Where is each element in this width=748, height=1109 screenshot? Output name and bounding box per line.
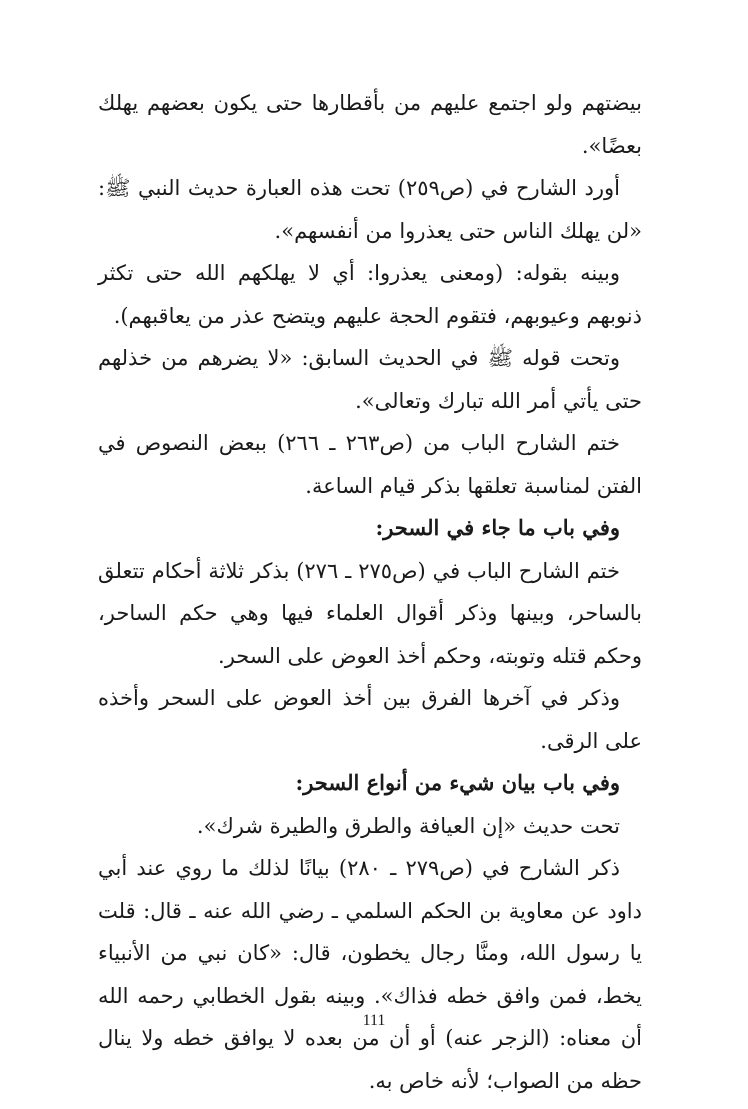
section-heading-magic: وفي باب ما جاء في السحر: [375,515,620,540]
page-number: 111 [362,1012,386,1029]
paragraph-1: بيضتهم ولو اجتمع عليهم من بأقطارها حتى يكون بعضهم يهلك بعضًا». [98,91,642,158]
page-body [98,82,642,1102]
paragraph-9: ذكر الشارح في (ص٢٧٩ ـ ٢٨٠) بيانًا لذلك ما روي عند أبي داود عن معاوية بن الحكم السلمي ـ رضي الله عنه ـ قال: قلت يا رسول الله، ومنَّا رجال يخطون، قال: «كان نبي من الأنبياء يخط، فمن وافق خطه فذاك». وبينه بقول الخطابي رحمه الله أن معناه: (الزجر عنه) أو أن من بعده لا يوافق خطه ولا ينال حظه من الصواب؛ لأنه خاص به. [98,856,642,1093]
paragraph-3: وبينه بقوله: (ومعنى يعذروا: أي لا يهلكهم الله حتى تكثر ذنوبهم وعيوبهم، فتقوم الحجة عليهم ويتضح عذر من يعاقبهم). [98,261,642,328]
paragraph-6: ختم الشارح الباب في (ص٢٧٥ ـ ٢٧٦) بذكر ثلاثة أحكام تتعلق بالساحر، وبينها وذكر أقوال العلماء فيها وهي حكم الساحر، وحكم قتله وتوبته، وحكم أخذ العوض على السحر. [98,558,642,668]
paragraph-4: وتحت قوله ﷺ في الحديث السابق: «لا يضرهم من خذلهم حتى يأتي أمر الله تبارك وتعالى». [98,346,642,413]
paragraph-2: أورد الشارح في (ص٢٥٩) تحت هذه العبارة حديث النبي ﷺ: «لن يهلك الناس حتى يعذروا من أنفسهم». [98,176,642,243]
section-heading-types-of-magic: وفي باب بيان شيء من أنواع السحر: [295,770,620,795]
paragraph-7: وذكر في آخرها الفرق بين أخذ العوض على السحر وأخذه على الرقى. [98,686,642,753]
paragraph-5: ختم الشارح الباب من (ص٢٦٣ ـ ٢٦٦) ببعض النصوص في الفتن لمناسبة تعلقها بذكر قيام الساعة. [98,431,642,498]
paragraph-8: تحت حديث «إن العيافة والطرق والطيرة شرك». [196,813,620,838]
